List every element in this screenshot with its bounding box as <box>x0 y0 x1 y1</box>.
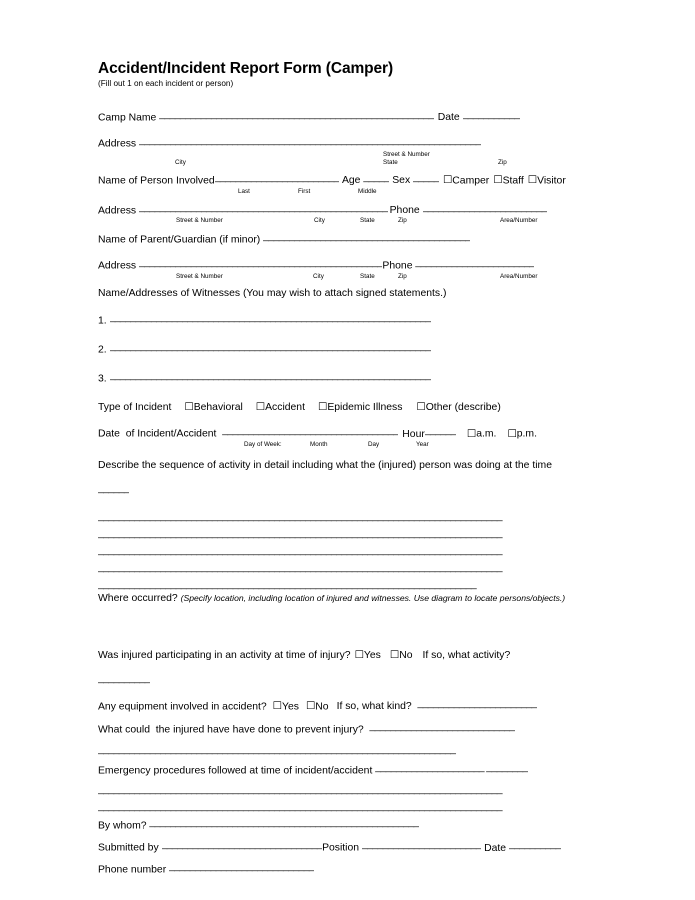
prevent-injury-input-line2[interactable]: _____________________________________________________________________ <box>98 744 456 756</box>
submitted-by-input[interactable]: _______________________________ <box>161 840 323 851</box>
describe-input-5[interactable]: _________________________________________________________________________ <box>98 579 477 591</box>
equipment-yes-label: Yes <box>282 701 299 713</box>
am-label: a.m. <box>476 428 497 440</box>
checkbox-equipment-yes[interactable]: ☐ <box>272 700 282 713</box>
emergency-procedures-label: Emergency procedures followed at time of incident/accident <box>98 765 376 777</box>
epidemic-illness-label: Epidemic Illness <box>327 401 403 413</box>
checkbox-participating-no[interactable]: ☐ <box>389 648 400 661</box>
describe-input-4[interactable]: ______________________________________________________________________________ <box>98 562 502 574</box>
checkbox-equipment-no[interactable]: ☐ <box>305 700 316 713</box>
witness-row-2 <box>98 342 595 356</box>
camp-name-input[interactable]: _____________________________________________________ <box>159 110 434 121</box>
emergency-procedures-line2[interactable]: ______________________________________________________________________________ <box>98 784 502 796</box>
camp-name-label: Camp Name <box>98 112 160 124</box>
parent-guardian-label: Name of Parent/Guardian (if minor) <box>98 234 264 246</box>
participating-yes-label: Yes <box>363 649 381 661</box>
caption-state: State <box>360 272 375 280</box>
witness-1-number: 1. <box>98 315 110 327</box>
by-whom-row <box>98 818 595 832</box>
sex-input[interactable]: _____ <box>413 172 439 183</box>
equipment-kind-input[interactable]: _______________________ <box>417 698 537 709</box>
staff-label: Staff <box>502 175 524 187</box>
address1-label: Address <box>98 138 140 150</box>
phone-number-input[interactable]: ____________________________ <box>169 861 315 872</box>
phone3-input[interactable]: _______________________ <box>415 258 535 269</box>
address1-captions-upper <box>98 150 595 158</box>
date-of-incident-captions <box>98 440 595 449</box>
caption-street-number: Street & Number <box>176 272 223 280</box>
caption-day: Day <box>368 441 380 448</box>
camper-label: Camper <box>452 175 490 187</box>
address1-input[interactable]: __________________________________________________________________ <box>139 135 481 146</box>
where-occurred-row <box>98 594 595 604</box>
hour-input[interactable]: ______ <box>424 426 456 437</box>
describe-input-0[interactable]: ______ <box>98 484 130 495</box>
person-involved-label: Name of Person Involved <box>98 175 215 187</box>
witness-1-input[interactable]: ______________________________________________________________ <box>109 313 431 324</box>
witness-2-input[interactable]: ______________________________________________________________ <box>109 342 431 353</box>
submitted-by-row <box>98 840 595 854</box>
checkbox-staff[interactable]: ☐ <box>493 174 503 187</box>
emergency-procedures-line3[interactable]: ______________________________________________________________________________ <box>98 801 502 813</box>
witness-row-3 <box>98 371 595 385</box>
caption-month: Month <box>310 441 328 448</box>
other-describe-label: Other (describe) <box>425 401 501 413</box>
prevent-injury-input[interactable]: ____________________________ <box>369 721 515 732</box>
address1-captions-lower <box>98 158 595 167</box>
emergency-procedures-input[interactable]: _____________________ ________ <box>375 763 528 774</box>
describe-input-3[interactable]: ______________________________________________________________________________ <box>98 545 502 557</box>
caption-year: Year <box>416 441 429 448</box>
caption-zip: Zip <box>398 217 407 225</box>
caption-city: City <box>175 158 186 166</box>
caption-zip: Zip <box>398 272 407 280</box>
checkbox-accident[interactable]: ☐ <box>255 400 266 413</box>
caption-state: State <box>383 158 398 166</box>
form-sheet <box>98 60 595 876</box>
where-occurred-hint: (Specify location, including location of injured and witnesses. Use diagram to locate persons/objects.) <box>180 593 566 604</box>
participating-ifso-label: If so, what activity? <box>422 649 511 661</box>
address3-row <box>98 258 595 272</box>
emergency-procedures-row <box>98 763 595 777</box>
age-input[interactable]: _____ <box>363 172 390 183</box>
age-label: Age <box>341 175 364 187</box>
submitted-by-label: Submitted by <box>98 842 162 854</box>
address2-input[interactable]: ________________________________________________ <box>139 202 388 213</box>
prevent-injury-label: What could the injured have have done to prevent injury? <box>98 724 370 736</box>
date-of-incident-label: Date of Incident/Accident <box>98 428 223 440</box>
date-of-incident-input[interactable]: __________________________________ <box>222 426 399 437</box>
witness-3-input[interactable]: ______________________________________________________________ <box>109 370 431 381</box>
submitted-date-input[interactable]: __________ <box>508 840 561 851</box>
participating-activity-input[interactable]: __________ <box>98 674 150 685</box>
type-of-incident-row <box>98 402 595 413</box>
describe-sequence-heading: Describe the sequence of activity in detail including what the (injured) person was doing at the time <box>98 460 552 471</box>
equipment-ifso-label: If so, what kind? <box>336 701 418 713</box>
checkbox-am[interactable]: ☐ <box>466 427 477 440</box>
equipment-no-label: No <box>315 701 329 713</box>
participating-row <box>98 650 595 661</box>
accident-label: Accident <box>265 401 305 413</box>
caption-middle: Middle <box>358 187 377 195</box>
caption-state: State <box>360 217 375 225</box>
address1-row <box>98 136 595 150</box>
participating-label: Was injured participating in an activity at time of injury? <box>98 649 351 661</box>
caption-first: First <box>298 187 311 195</box>
page-title: Accident/Incident Report Form (Camper) <box>98 60 394 77</box>
sex-label: Sex <box>392 175 414 187</box>
phone2-label: Phone <box>389 204 423 216</box>
checkbox-camper[interactable]: ☐ <box>442 174 453 187</box>
visitor-label: Visitor <box>537 175 566 187</box>
date-of-incident-row <box>98 426 595 440</box>
describe-line-0 <box>98 484 595 498</box>
caption-area-number: Area/Number <box>500 272 538 280</box>
caption-street-number: Street & Number <box>176 217 223 225</box>
witness-3-number: 3. <box>98 373 110 385</box>
person-involved-row <box>98 173 595 187</box>
caption-street-number: Street & Number <box>383 150 430 158</box>
date-label: Date <box>437 112 463 124</box>
address2-label: Address <box>98 204 140 216</box>
checkbox-other[interactable]: ☐ <box>416 400 426 413</box>
participating-no-label: No <box>399 649 413 661</box>
phone2-input[interactable]: ________________________ <box>422 202 547 213</box>
page-subtitle: (Fill out 1 on each incident or person) <box>98 79 234 89</box>
address2-row <box>98 203 595 217</box>
equipment-label: Any equipment involved in accident? <box>98 701 267 713</box>
phone3-label: Phone <box>382 260 416 272</box>
witnesses-heading: Name/Addresses of Witnesses (You may wish to attach signed statements.) <box>98 287 447 299</box>
equipment-row <box>98 699 595 713</box>
address2-captions <box>98 216 595 225</box>
checkbox-behavioral[interactable]: ☐ <box>184 400 194 413</box>
caption-city: City <box>314 217 325 225</box>
date-input[interactable]: ___________ <box>462 110 520 121</box>
behavioral-label: Behavioral <box>193 401 243 413</box>
caption-area-number: Area/Number <box>500 217 538 225</box>
checkbox-visitor[interactable]: ☐ <box>527 174 538 187</box>
phone-number-row <box>98 862 595 876</box>
hour-label: Hour <box>402 428 425 440</box>
by-whom-label: By whom? <box>98 820 150 832</box>
position-input[interactable]: _______________________ <box>361 840 482 851</box>
describe-input-2[interactable]: ______________________________________________________________________________ <box>98 528 502 540</box>
checkbox-pm[interactable]: ☐ <box>507 427 517 440</box>
checkbox-epidemic-illness[interactable]: ☐ <box>317 400 328 413</box>
camp-name-row <box>98 110 595 124</box>
person-involved-captions <box>98 187 595 196</box>
address3-input[interactable]: _______________________________________________ <box>139 258 383 269</box>
submitted-date-label: Date <box>484 842 509 854</box>
witness-row-1 <box>98 313 595 327</box>
caption-last: Last <box>238 187 250 195</box>
address3-captions <box>98 272 595 281</box>
caption-zip: Zip <box>498 158 507 166</box>
type-of-incident-label: Type of Incident <box>98 401 172 413</box>
describe-input-1[interactable]: ______________________________________________________________________________ <box>98 511 502 523</box>
position-label: Position <box>322 842 362 854</box>
pm-label: p.m. <box>516 428 537 440</box>
parent-guardian-input[interactable]: ________________________________________ <box>263 232 471 243</box>
checkbox-participating-yes[interactable]: ☐ <box>354 648 364 661</box>
caption-city: City <box>313 272 324 280</box>
caption-day-of-week: Day of Week: <box>244 441 282 448</box>
by-whom-input[interactable]: ____________________________________________________ <box>149 818 419 829</box>
parent-guardian-row <box>98 232 595 246</box>
participating-activity-row <box>98 674 595 688</box>
person-involved-input[interactable]: ________________________ <box>214 172 339 183</box>
address3-label: Address <box>98 260 140 272</box>
prevent-injury-row <box>98 722 595 736</box>
witness-2-number: 2. <box>98 344 110 356</box>
phone-number-label: Phone number <box>98 864 170 876</box>
where-occurred-label: Where occurred? <box>98 593 181 605</box>
